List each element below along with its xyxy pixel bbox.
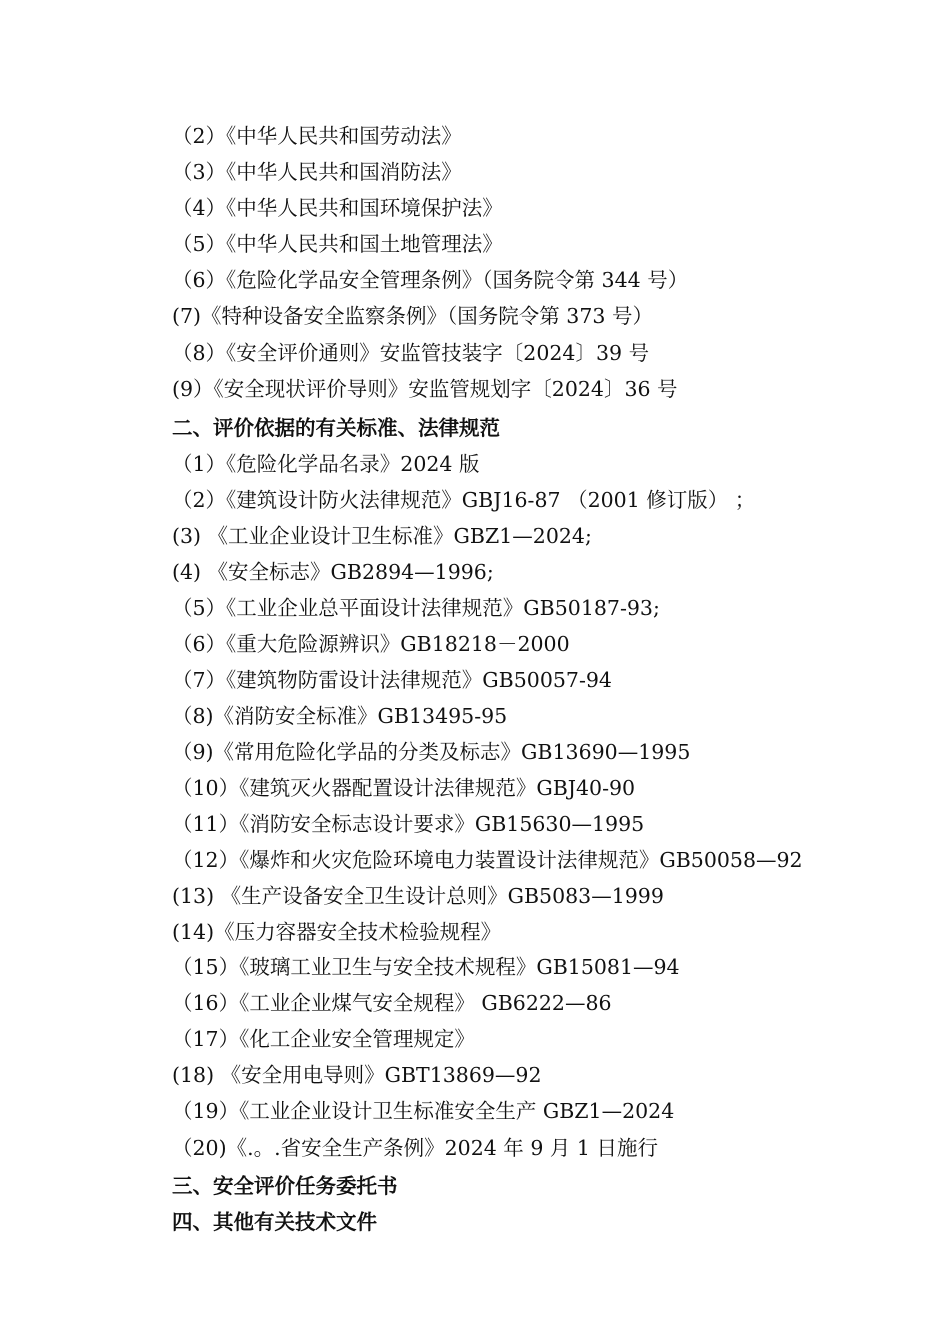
standard-item: （9)《常用危险化学品的分类及标志》GB13690—1995	[172, 740, 691, 764]
law-item: （5）《中华人民共和国土地管理法》	[172, 232, 503, 256]
standard-item: (18) 《安全用电导则》GBT13869—92	[172, 1063, 542, 1087]
law-item: （6）《危险化学品安全管理条例》（国务院令第 344 号）	[172, 268, 689, 292]
standard-item: （11）《消防安全标志设计要求》GB15630—1995	[172, 812, 645, 836]
standard-item: （8)《消防安全标准》GB13495-95	[172, 704, 508, 728]
law-item: （2）《中华人民共和国劳动法》	[172, 124, 462, 148]
standard-item: (14)《压力容器安全技术检验规程》	[172, 920, 502, 944]
law-item: （8）《安全评价通则》安监管技装字〔2024〕39 号	[172, 341, 650, 365]
section-heading: 三、安全评价任务委托书	[172, 1174, 398, 1198]
standard-item: （7）《建筑物防雷设计法律规范》GB50057-94	[172, 668, 612, 692]
standard-item: （2）《建筑设计防火法律规范》GBJ16-87 （2001 修订版） ；	[172, 488, 756, 512]
standard-item: （10）《建筑灭火器配置设计法律规范》GBJ40-90	[172, 776, 636, 800]
standard-item: （17）《化工企业安全管理规定》	[172, 1027, 475, 1051]
standard-item: （5）《工业企业总平面设计法律规范》GB50187-93;	[172, 596, 660, 620]
law-item: (7)《特种设备安全监察条例》（国务院令第 373 号）	[172, 304, 653, 328]
standard-item: （20)《.。.省安全生产条例》2024 年 9 月 1 日施行	[172, 1136, 658, 1160]
standard-item: (3) 《工业企业设计卫生标准》GBZ1—2024;	[172, 524, 592, 548]
section-heading: 二、评价依据的有关标准、法律规范	[172, 416, 500, 440]
standard-item: （1）《危险化学品名录》2024 版	[172, 452, 480, 476]
law-item: （3）《中华人民共和国消防法》	[172, 160, 462, 184]
section-heading: 四、其他有关技术文件	[172, 1210, 377, 1234]
law-item: （4）《中华人民共和国环境保护法》	[172, 196, 503, 220]
standard-item: （12）《爆炸和火灾危险环境电力装置设计法律规范》GB50058—92	[172, 848, 803, 872]
standard-item: （15）《玻璃工业卫生与安全技术规程》GB15081—94	[172, 955, 680, 979]
standard-item: （6）《重大危险源辨识》GB18218－2000	[172, 632, 570, 656]
law-item: (9）《安全现状评价导则》安监管规划字〔2024〕36 号	[172, 377, 678, 401]
standard-item: （19）《工业企业设计卫生标准安全生产 GBZ1—2024	[172, 1099, 675, 1123]
standard-item: （16）《工业企业煤气安全规程》 GB6222—86	[172, 991, 612, 1015]
standard-item: (4) 《安全标志》GB2894—1996;	[172, 560, 494, 584]
standard-item: (13) 《生产设备安全卫生设计总则》GB5083—1999	[172, 884, 664, 908]
